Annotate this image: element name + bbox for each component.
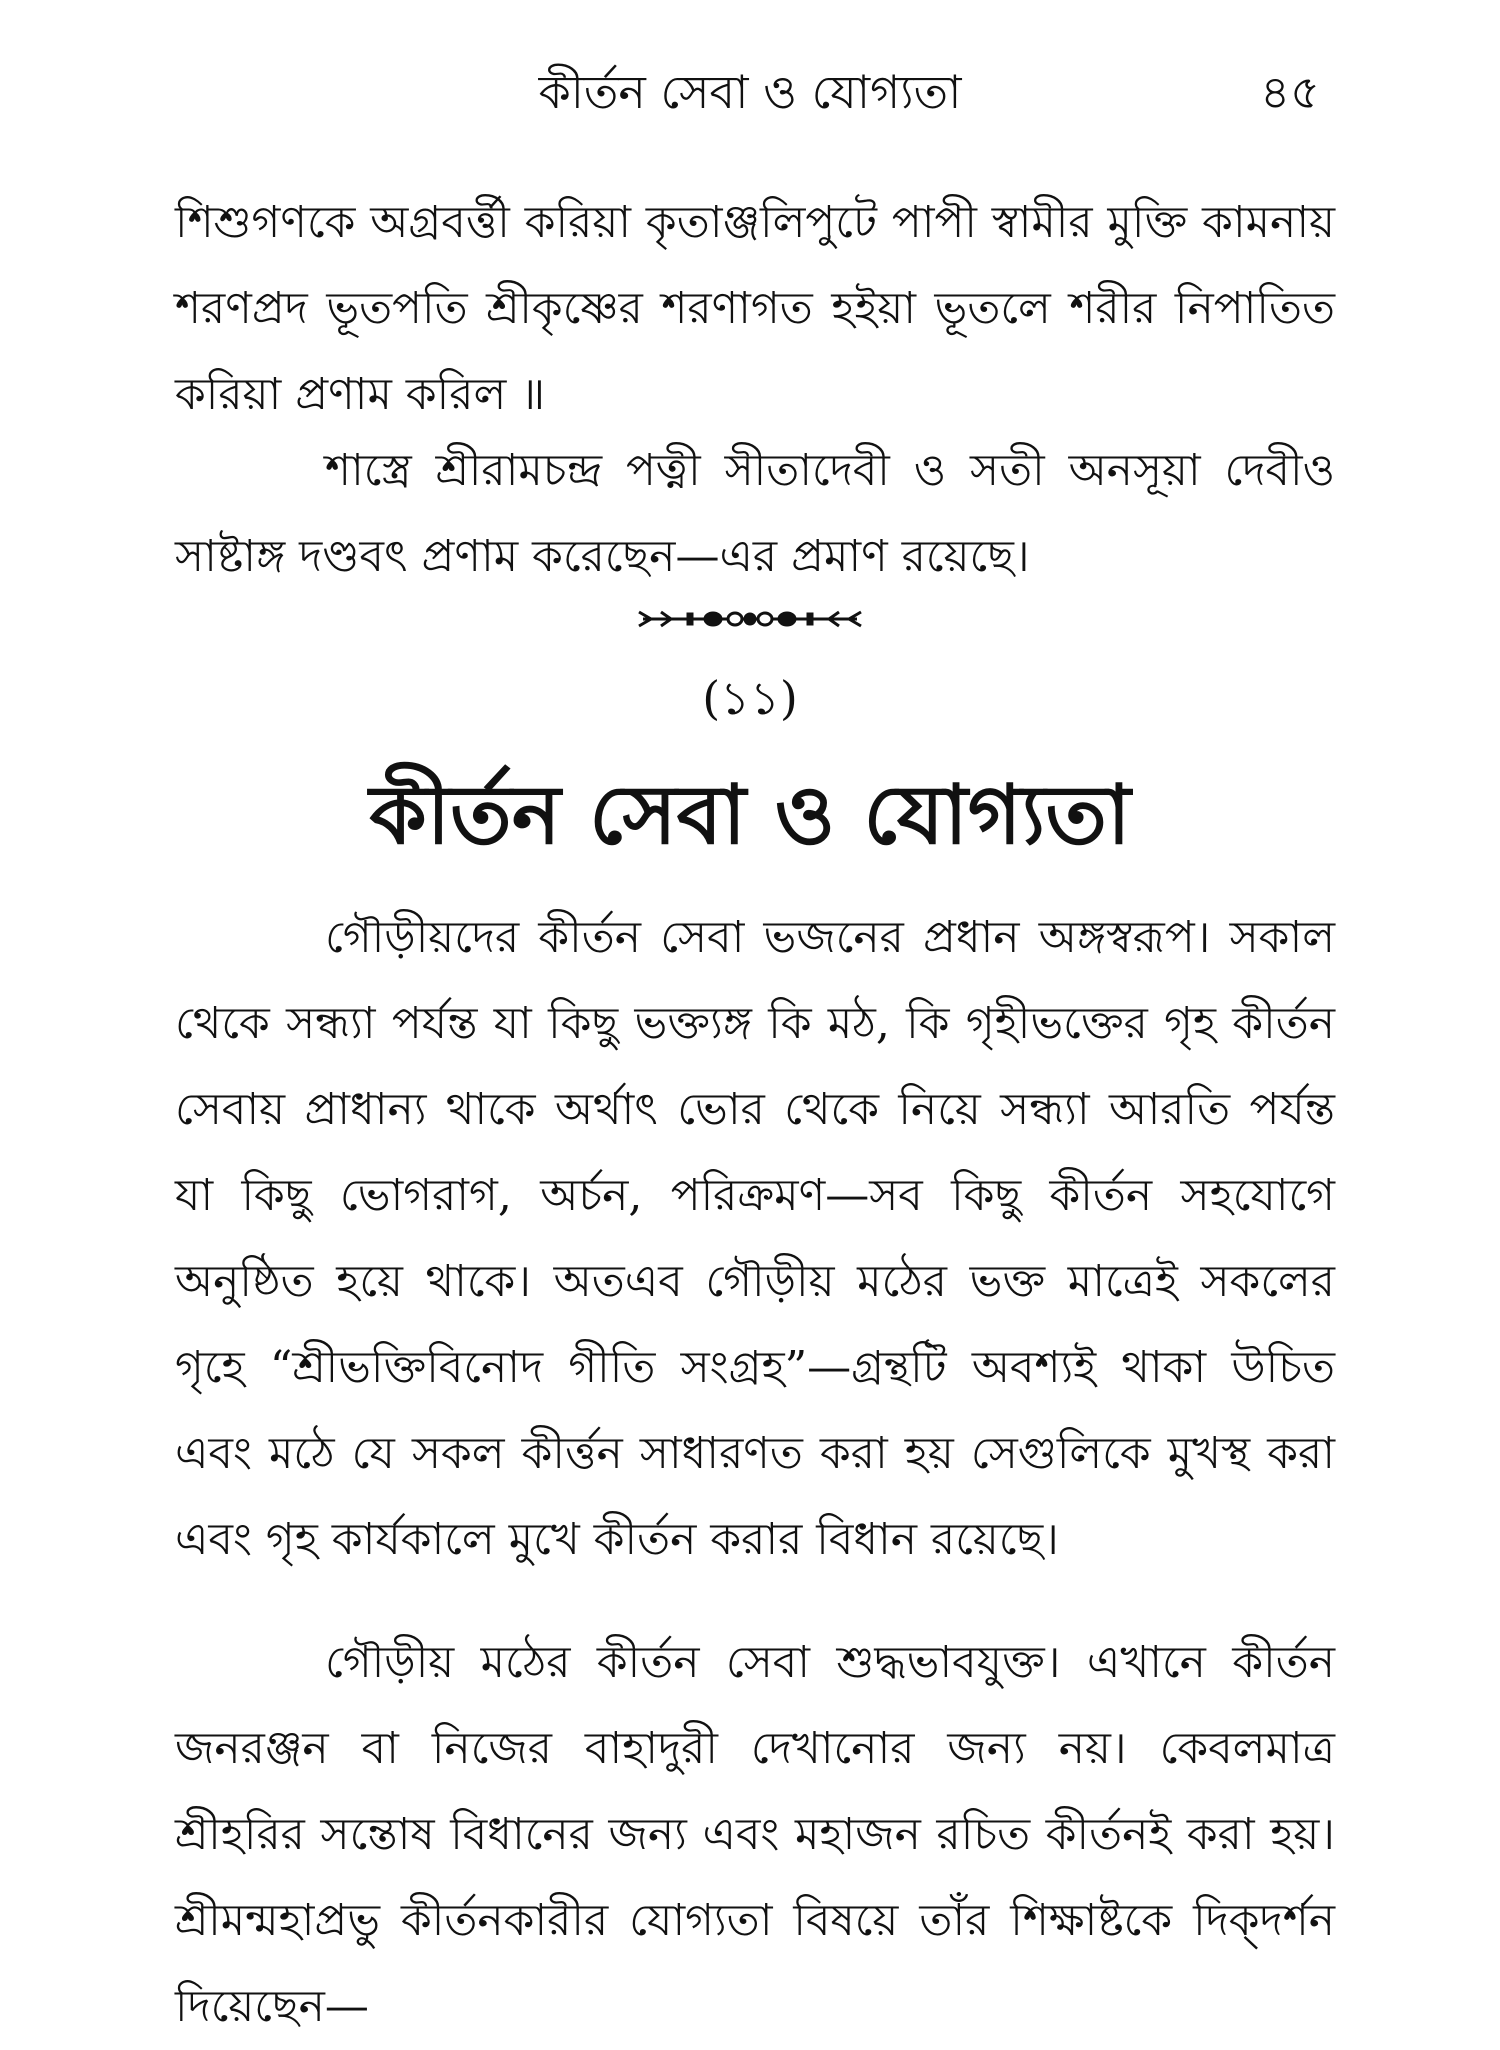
chapter-paragraph-block-2 [175, 1620, 1335, 2050]
continued-text-block [175, 180, 1335, 438]
chapter-number: (১১) [702, 671, 798, 725]
chapter-title: কীর্তন সেবা ও যোগ্যতা [369, 767, 1131, 863]
continued-paragraph: শিশুগণকে অগ্রবর্ত্তী করিয়া কৃতাঞ্জলিপুটে পাপী স্বামীর মুক্তি কামনায় শরণপ্রদ ভূতপতি শ্রীকৃষ্ণের শরণাগত হইয়া ভূতলে শরীর নিপাতিত করিয়া প্রণাম করিল ॥ [175, 197, 1335, 420]
page-number: ৪৫ [1260, 65, 1320, 119]
running-title: কীর্তন সেবা ও যোগ্যতা [538, 65, 962, 119]
flourish-icon [635, 604, 865, 634]
section-divider-ornament [0, 604, 1500, 638]
chapter-paragraph: গৌড়ীয় মঠের কীর্তন সেবা শুদ্ধভাবযুক্ত। এখানে কীর্তন জনরঞ্জন বা নিজের বাহাদুরী দেখানোর জন্য নয়। কেবলমাত্র শ্রীহরির সন্তোষ বিধানের জন্য এবং মহাজন রচিত কীর্তনই করা হয়। শ্রীমন্মহাপ্রভু কীর্তনকারীর যোগ্যতা বিষয়ে তাঁর শিক্ষাষ্টকে দিক্‌দর্শন দিয়েছেন— [175, 1637, 1335, 2032]
note-paragraph: শাস্ত্রে শ্রীরামচন্দ্র পত্নী সীতাদেবী ও সতী অনসূয়া দেবীও সাষ্টাঙ্গ দণ্ডবৎ প্রণাম করেছেন—এর প্রমাণ রয়েছে। [175, 445, 1335, 582]
chapter-paragraph: গৌড়ীয়দের কীর্তন সেবা ভজনের প্রধান অঙ্গস্বরূপ। সকাল থেকে সন্ধ্যা পর্যন্ত যা কিছু ভক্ত্যঙ্গ কি মঠ, কি গৃহীভক্তের গৃহ কীর্তন সেবায় প্রাধান্য থাকে অর্থাৎ ভোর থেকে নিয়ে সন্ধ্যা আরতি পর্যন্ত যা কিছু ভোগরাগ, অর্চন, পরিক্রমণ—সব কিছু কীর্তন সহযোগে অনুষ্ঠিত হয়ে থাকে। অতএব গৌড়ীয় মঠের ভক্ত মাত্রেই সকলের গৃহে “শ্রীভক্তিবিনোদ গীতি সংগ্রহ”—গ্রন্থটি অবশ্যই থাকা উচিত এবং মঠে যে সকল কীর্ত্তন সাধারণত করা হয় সেগুলিকে মুখস্থ করা এবং গৃহ কার্যকালে মুখে কীর্তন করার বিধান রয়েছে। [175, 912, 1335, 1565]
chapter-paragraph-block-1 [175, 895, 1335, 1583]
note-text-block [175, 428, 1335, 600]
